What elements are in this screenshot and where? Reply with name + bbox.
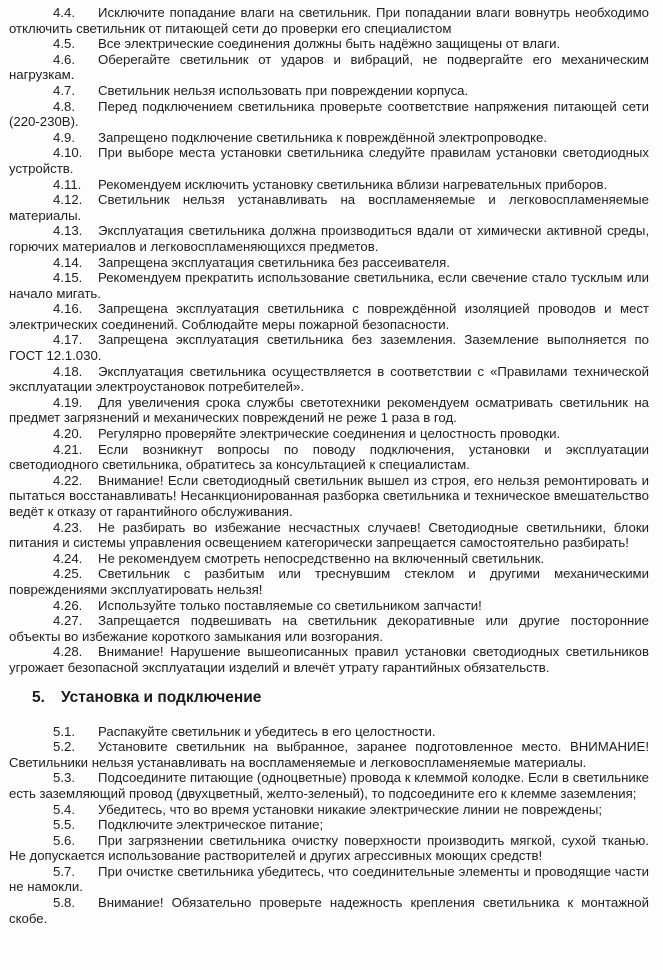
list-item-text: Внимание! Обязательно проверьте надежность крепления светильника к монтажной скобе. [9, 895, 649, 926]
list-item-text: Для увеличения срока службы светотехники рекомендуем осматривать светильник на предмет загрязнений и механических повреждений не реже 1 раза в год. [9, 394, 649, 426]
list-item-text: Рекомендуем исключить установку светильника вблизи нагревательных приборов. [98, 176, 608, 192]
list-item [9, 833, 649, 864]
list-item-text: Не рекомендуем смотреть непосредственно на включенный светильник. [98, 550, 545, 566]
list-item-number: 4.18. [53, 363, 83, 379]
list-item-number: 4.5. [53, 36, 75, 52]
list-item [9, 802, 649, 818]
list-item [9, 770, 649, 801]
section-5-installation-steps-list [9, 724, 649, 927]
list-item-text: Внимание! Нарушение вышеописанных правил установки светодиодных светильников угрожает безопасной эксплуатации изделий и влечёт утрату гарантийных обязательств. [9, 644, 649, 675]
list-item-number: 4.9. [53, 129, 75, 145]
list-item [9, 551, 649, 567]
list-item [9, 83, 649, 99]
list-item [9, 644, 649, 675]
list-item [9, 520, 649, 551]
list-item-number: 4.13. [53, 223, 83, 239]
list-item-number: 4.26. [53, 597, 83, 613]
list-item [9, 364, 649, 395]
list-item-text: При выборе места установки светильника следуйте правилам установки светодиодных устройств. [9, 145, 649, 176]
list-item-text: Светильник с разбитым или треснувшим стеклом и другими механическими повреждениями эксплуатировать нельзя! [9, 566, 649, 597]
section-4-safety-rules-list [9, 5, 649, 676]
list-item-text: Запрещено подключение светильника к повреждённой электропроводке. [98, 129, 548, 145]
list-item-number: 4.21. [53, 441, 83, 457]
list-item-number: 5.3. [53, 770, 75, 786]
list-item-text: Светильник нельзя использовать при повреждении корпуса. [98, 82, 469, 98]
list-item [9, 5, 649, 36]
list-item-text: Рекомендуем прекратить использование светильника, если свечение стало тусклым или начало мигать. [9, 270, 649, 301]
list-item-number: 4.14. [53, 254, 83, 270]
list-item [9, 130, 649, 146]
list-item-number: 4.4. [53, 5, 75, 20]
list-item-number: 4.17. [53, 332, 83, 348]
list-item-text: При очистке светильника убедитесь, что соединительные элементы и проводящие части не намокли. [9, 863, 649, 895]
list-item-text: Установите светильник на выбранное, заранее подготовленное место. ВНИМАНИЕ! Светильники нельзя устанавливать на воспламеняемые и легковоспламеняемые материалы. [9, 739, 649, 770]
list-item-text: При загрязнении светильника очистку поверхности производить мягкой, сухой тканью. Не допускается использование растворителей и других агрессивных моющих средств! [9, 832, 649, 864]
list-item-number: 4.22. [53, 472, 83, 488]
list-item-number: 5.8. [53, 895, 75, 911]
list-item-number: 4.23. [53, 519, 83, 535]
list-item-text: Запрещается подвешивать на светильник декоративные или другие посторонние объекты во избежание короткого замыкания или возгорания. [9, 613, 649, 644]
list-item-text: Распакуйте светильник и убедитесь в его целостности. [98, 723, 436, 739]
list-item [9, 426, 649, 442]
list-item-number: 4.27. [53, 613, 83, 629]
list-item-number: 5.1. [53, 723, 75, 739]
list-item-text: Если возникнут вопросы по поводу подключения, установки и эксплуатации светодиодного светильника, обратитесь за консультацией к специалистам. [9, 441, 649, 473]
list-item [9, 395, 649, 426]
list-item [9, 864, 649, 895]
list-item [9, 52, 649, 83]
list-item [9, 255, 649, 271]
list-item-number: 4.11. [53, 176, 82, 192]
list-item-number: 4.8. [53, 98, 75, 114]
list-item [9, 145, 649, 176]
list-item-number: 5.5. [53, 817, 75, 833]
section-5-heading-title: Установка и подключение [61, 688, 262, 706]
list-item [9, 332, 649, 363]
list-item [9, 739, 649, 770]
list-item-text: Регулярно проверяйте электрические соединения и целостность проводки. [98, 426, 561, 442]
list-item-number: 4.16. [53, 301, 83, 317]
list-item-text: Не разбирать во избежание несчастных случаев! Светодиодные светильники, блоки питания и системы управления освещением категорически запрещается самостоятельно разбирать! [9, 519, 649, 551]
list-item [9, 223, 649, 254]
list-item [9, 598, 649, 614]
list-item-number: 4.15. [53, 270, 83, 286]
list-item-number: 4.6. [53, 51, 75, 67]
list-item [9, 442, 649, 473]
section-5-heading-number: 5. [32, 688, 45, 706]
list-item-number: 4.7. [53, 82, 75, 98]
list-item-text: Светильник нельзя устанавливать на воспламеняемые и легковоспламеняемые материалы. [9, 192, 649, 223]
list-item-number: 4.19. [53, 394, 83, 410]
list-item [9, 301, 649, 332]
list-item [9, 99, 649, 130]
list-item-text: Перед подключением светильника проверьте соответствие напряжения питающей сети (220-230В). [9, 98, 649, 130]
list-item [9, 566, 649, 597]
list-item-text: Запрещена эксплуатация светильника без рассеивателя. [98, 254, 450, 270]
list-item-text: Подсоедините питающие (одноцветные) провода к клеммой колодке. Если в светильнике есть заземляющий провод (двухцветный, желто-зеленый), то подсоедините его к клемме заземления; [9, 770, 649, 801]
list-item-text: Убедитесь, что во время установки никакие электрические линии не повреждены; [98, 801, 603, 817]
list-item [9, 36, 649, 52]
list-item-number: 4.20. [53, 426, 83, 442]
list-item-text: Эксплуатация светильника осуществляется в соответствии с «Правилами технической эксплуатации электроустановок потребителей». [9, 363, 649, 395]
list-item-text: Внимание! Если светодиодный светильник вышел из строя, его нельзя ремонтировать и пытаться восстанавливать! Несанкционированная разборка светильника и техническое вмешательство ведёт к отказу от гарантийного обслуживания. [9, 472, 649, 519]
list-item-number: 4.10. [53, 145, 83, 161]
list-item-text: Эксплуатация светильника должна производиться вдали от химически активной среды, горючих материалов и легковоспламеняющихся предметов. [9, 223, 649, 254]
list-item-text: Исключите попадание влаги на светильник. При попадании влаги вовнутрь необходимо отключить светильник от питающей сети до проверки его специалистом [9, 5, 649, 36]
list-item [9, 724, 649, 740]
list-item-text: Все электрические соединения должны быть надёжно защищены от влаги. [98, 36, 561, 52]
list-item-number: 5.6. [53, 832, 75, 848]
list-item-number: 4.28. [53, 644, 83, 660]
list-item-text: Используйте только поставляемые со светильником запчасти! [98, 597, 482, 613]
list-item-number: 4.25. [53, 566, 83, 582]
list-item [9, 473, 649, 520]
list-item [9, 177, 649, 193]
list-item-number: 4.24. [53, 550, 83, 566]
list-item [9, 895, 649, 926]
list-item [9, 817, 649, 833]
list-item-text: Запрещена эксплуатация светильника с повреждённой изоляцией проводов и мест электрических соединений. Соблюдайте меры пожарной безопасности. [9, 301, 649, 332]
section-5-heading [32, 689, 649, 707]
list-item [9, 192, 649, 223]
list-item [9, 613, 649, 644]
list-item-number: 5.2. [53, 739, 75, 755]
list-item-text: Оберегайте светильник от ударов и вибраций, не подвергайте его механическим нагрузкам. [9, 51, 649, 83]
list-item-number: 5.7. [53, 863, 75, 879]
list-item-number: 4.12. [53, 192, 83, 208]
list-item-text: Запрещена эксплуатация светильника без заземления. Заземление выполняется по ГОСТ 12.1.030. [9, 332, 649, 364]
list-item-text: Подключите электрическое питание; [98, 817, 324, 833]
list-item [9, 270, 649, 301]
list-item-number: 5.4. [53, 801, 75, 817]
